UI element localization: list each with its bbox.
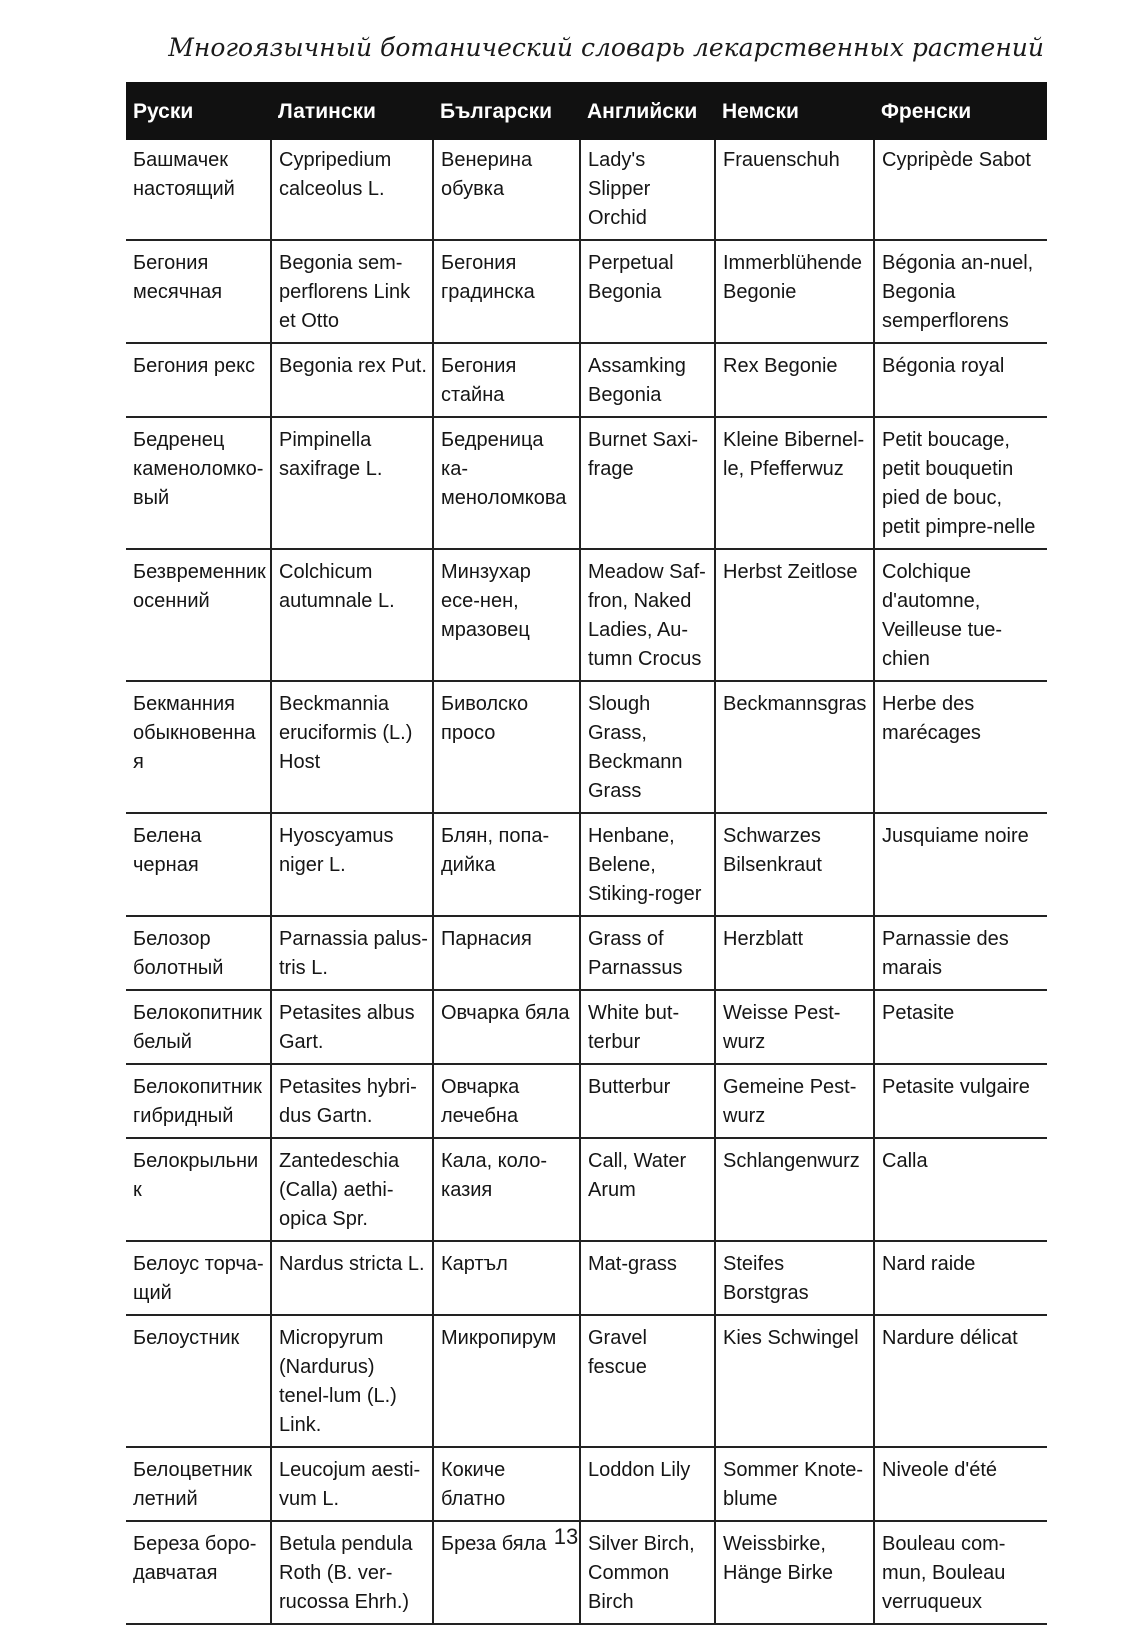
- cell-french: Bégonia an-nuel, Begonia semperflorens: [874, 240, 1047, 343]
- cell-german: Rex Begonie: [715, 343, 874, 417]
- cell-french: Nard raide: [874, 1241, 1047, 1315]
- cell-bulgarian: Бегония градинска: [433, 240, 580, 343]
- cell-bulgarian: Бреза бяла: [433, 1521, 580, 1624]
- cell-bulgarian: Овчарка лечебна: [433, 1064, 580, 1138]
- cell-german: Frauenschuh: [715, 140, 874, 240]
- cell-german: Schwarzes Bilsenkraut: [715, 813, 874, 916]
- table-row: [126, 916, 1047, 990]
- cell-french: Parnassie des marais: [874, 916, 1047, 990]
- cell-german: Kies Schwingel: [715, 1315, 874, 1447]
- cell-bulgarian: Бедреница ка-менoломкова: [433, 417, 580, 549]
- cell-german: Gemeine Pest-wurz: [715, 1064, 874, 1138]
- cell-french: Petasite: [874, 990, 1047, 1064]
- cell-english: White but-terbur: [580, 990, 715, 1064]
- cell-french: Cypripède Sabot: [874, 140, 1047, 240]
- cell-russian: Бедренец каменоломко-вый: [126, 417, 271, 549]
- cell-latin: Begonia rex Put.: [271, 343, 433, 417]
- column-header-russian: Руски: [126, 82, 271, 140]
- cell-german: Immerblühende Begonie: [715, 240, 874, 343]
- cell-bulgarian: Блян, попа-дийка: [433, 813, 580, 916]
- table-row: [126, 343, 1047, 417]
- page-header-title: Многоязычный ботанический словарь лекарственных растений: [168, 33, 1044, 62]
- cell-russian: Бекманния обыкновенная: [126, 681, 271, 813]
- cell-german: Herbst Zeitlose: [715, 549, 874, 681]
- cell-english: Silver Birch, Common Birch: [580, 1521, 715, 1624]
- cell-english: Mat-grass: [580, 1241, 715, 1315]
- cell-russian: Белоус торча-щий: [126, 1241, 271, 1315]
- cell-russian: Белена черная: [126, 813, 271, 916]
- table-row: [126, 1315, 1047, 1447]
- dictionary-table: [126, 82, 1047, 1625]
- cell-german: Beckmannsgras: [715, 681, 874, 813]
- cell-french: Bouleau com-mun, Bouleau verruqueux: [874, 1521, 1047, 1624]
- cell-bulgarian: Венерина обувка: [433, 140, 580, 240]
- cell-bulgarian: Парнасия: [433, 916, 580, 990]
- cell-latin: Parnassia palus-tris L.: [271, 916, 433, 990]
- table-row: [126, 1064, 1047, 1138]
- cell-russian: Бегония месячная: [126, 240, 271, 343]
- cell-latin: Pimpinella saxifrage L.: [271, 417, 433, 549]
- cell-english: Assamking Begonia: [580, 343, 715, 417]
- table-row: [126, 681, 1047, 813]
- cell-russian: Белозор болотный: [126, 916, 271, 990]
- cell-latin: Begonia sem-perflorens Link et Otto: [271, 240, 433, 343]
- table-header-row: [126, 82, 1047, 140]
- cell-latin: Petasites albus Gart.: [271, 990, 433, 1064]
- table-row: [126, 1138, 1047, 1241]
- cell-latin: Cypripedium calceolus L.: [271, 140, 433, 240]
- cell-russian: Белоцветник летний: [126, 1447, 271, 1521]
- cell-russian: Бегония рекс: [126, 343, 271, 417]
- cell-latin: Zantedeschia (Calla) aethi-opica Spr.: [271, 1138, 433, 1241]
- table-row: [126, 1447, 1047, 1521]
- cell-russian: Белокопитник гибридный: [126, 1064, 271, 1138]
- cell-latin: Nardus stricta L.: [271, 1241, 433, 1315]
- cell-french: Calla: [874, 1138, 1047, 1241]
- table-row: [126, 549, 1047, 681]
- cell-bulgarian: Биволско просо: [433, 681, 580, 813]
- cell-french: Jusquiame noire: [874, 813, 1047, 916]
- cell-latin: Betula pendula Roth (B. ver-rucossa Ehrh.): [271, 1521, 433, 1624]
- cell-bulgarian: Бегония стайна: [433, 343, 580, 417]
- column-header-latin: Латински: [271, 82, 433, 140]
- cell-latin: Petasites hybri-dus Gartn.: [271, 1064, 433, 1138]
- table-row: [126, 240, 1047, 343]
- table-row: [126, 417, 1047, 549]
- cell-english: Gravel fescue: [580, 1315, 715, 1447]
- table-row: [126, 813, 1047, 916]
- cell-french: Petasite vulgaire: [874, 1064, 1047, 1138]
- cell-french: Herbe des marécages: [874, 681, 1047, 813]
- cell-german: Schlangenwurz: [715, 1138, 874, 1241]
- cell-english: Slough Grass, Beckmann Grass: [580, 681, 715, 813]
- cell-russian: Белокрыльник: [126, 1138, 271, 1241]
- cell-bulgarian: Минзухар есе-нен, мразовец: [433, 549, 580, 681]
- cell-german: Weisse Pest-wurz: [715, 990, 874, 1064]
- cell-english: Henbane, Belene, Stiking-roger: [580, 813, 715, 916]
- page-number: 13: [553, 1524, 579, 1549]
- cell-german: Weissbirke, Hänge Birke: [715, 1521, 874, 1624]
- cell-bulgarian: Кала, коло-казия: [433, 1138, 580, 1241]
- cell-english: Burnet Saxi-frage: [580, 417, 715, 549]
- cell-russian: Белокопитник белый: [126, 990, 271, 1064]
- cell-english: Meadow Saf-fron, Naked Ladies, Au-tumn Crocus: [580, 549, 715, 681]
- column-header-french: Френски: [874, 82, 1047, 140]
- table-row: [126, 1241, 1047, 1315]
- cell-bulgarian: Картъл: [433, 1241, 580, 1315]
- cell-french: Niveole d'été: [874, 1447, 1047, 1521]
- cell-english: Lady's Slipper Orchid: [580, 140, 715, 240]
- cell-german: Herzblatt: [715, 916, 874, 990]
- cell-english: Call, Water Arum: [580, 1138, 715, 1241]
- cell-bulgarian: Овчарка бяла: [433, 990, 580, 1064]
- cell-russian: Безвременник осенний: [126, 549, 271, 681]
- cell-german: Kleine Bibernel-le, Pfefferwuz: [715, 417, 874, 549]
- cell-bulgarian: Микропирум: [433, 1315, 580, 1447]
- cell-latin: Beckmannia eruciformis (L.) Host: [271, 681, 433, 813]
- cell-german: Steifes Borstgras: [715, 1241, 874, 1315]
- cell-english: Loddon Lily: [580, 1447, 715, 1521]
- cell-russian: Белоустник: [126, 1315, 271, 1447]
- table-row: [126, 990, 1047, 1064]
- cell-german: Sommer Knote-blume: [715, 1447, 874, 1521]
- cell-russian: Башмачек настоящий: [126, 140, 271, 240]
- cell-english: Butterbur: [580, 1064, 715, 1138]
- cell-latin: Hyoscyamus niger L.: [271, 813, 433, 916]
- column-header-german: Немски: [715, 82, 874, 140]
- column-header-english: Английски: [580, 82, 715, 140]
- cell-english: Perpetual Begonia: [580, 240, 715, 343]
- cell-latin: Leucojum aesti-vum L.: [271, 1447, 433, 1521]
- cell-french: Bégonia royal: [874, 343, 1047, 417]
- cell-english: Grass of Parnassus: [580, 916, 715, 990]
- cell-french: Petit boucage, petit bouquetin pied de bouc, petit pimpre-nelle: [874, 417, 1047, 549]
- cell-latin: Micropyrum (Nardurus) tenel-lum (L.) Link.: [271, 1315, 433, 1447]
- column-header-bulgarian: Български: [433, 82, 580, 140]
- table-row: [126, 140, 1047, 240]
- cell-latin: Colchicum autumnale L.: [271, 549, 433, 681]
- cell-russian: Береза боро-давчатая: [126, 1521, 271, 1624]
- cell-bulgarian: Кокиче блатно: [433, 1447, 580, 1521]
- cell-french: Nardure délicat: [874, 1315, 1047, 1447]
- cell-french: Colchique d'automne, Veilleuse tue-chien: [874, 549, 1047, 681]
